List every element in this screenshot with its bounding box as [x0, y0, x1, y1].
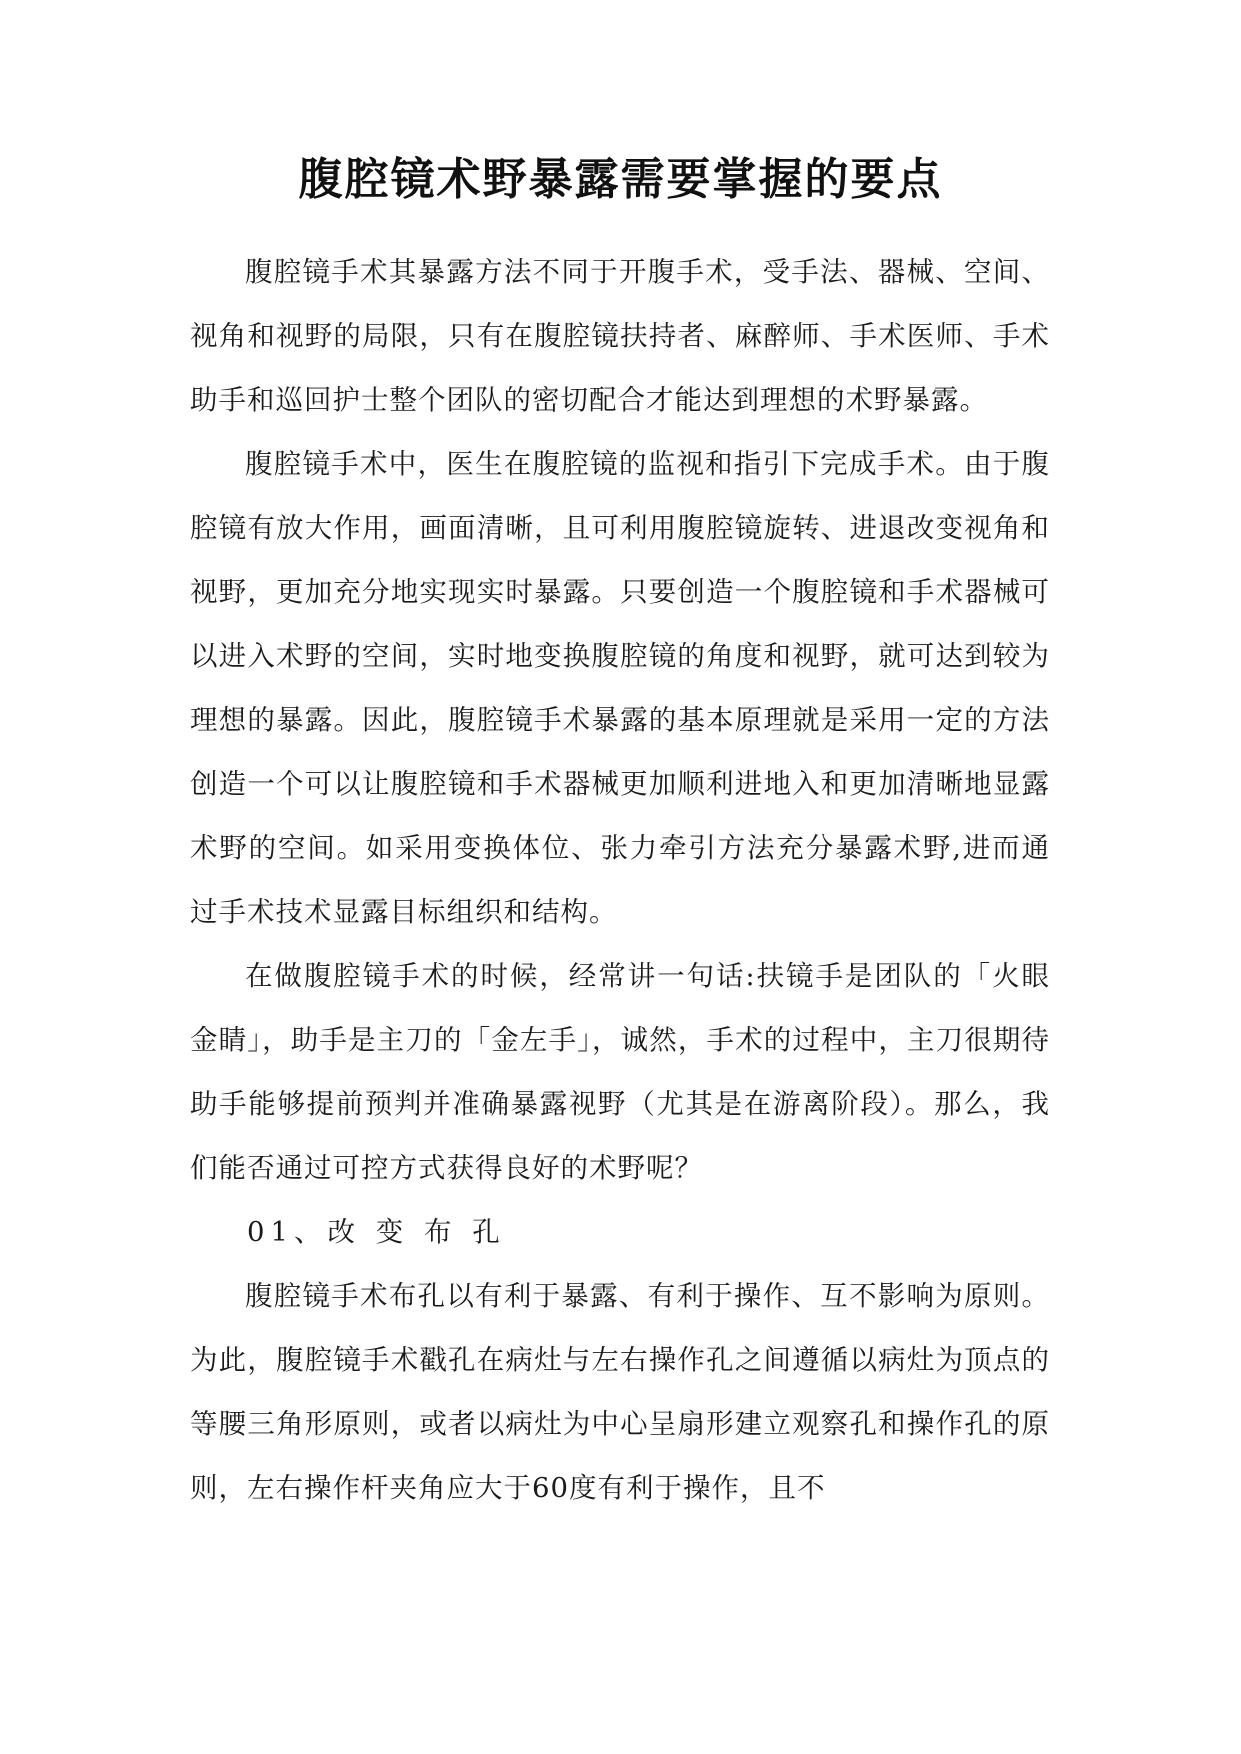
paragraph-principle: 腹腔镜手术中，医生在腹腔镜的监视和指引下完成手术。由于腹腔镜有放大作用，画面清晰，且可利用腹腔镜旋转、进退改变视角和视野，更加充分地实现实时暴露。只要创造一个腹腔镜和手术器械可以进入术野的空间，实时地变换腹腔镜的角度和视野，就可达到较为理想的暴露。因此，腹腔镜手术暴露的基本原理就是采用一定的方法创造一个可以让腹腔镜和手术器械更加顺利进地入和更加清晰地显露术野的空间。如采用变换体位、张力牵引方法充分暴露术野,进而通过手术技术显露目标组织和结构。: [190, 448, 1050, 928]
paragraph-port-placement: 腹腔镜手术布孔以有利于暴露、有利于操作、互不影响为原则。为此，腹腔镜手术戳孔在病灶与左右操作孔之间遵循以病灶为顶点的等腰三角形原则，或者以病灶为中心呈扇形建立观察孔和操作孔的原则，左右操作杆夹角应大于60度有利于操作，且不: [190, 1280, 1050, 1504]
paragraph-teamwork: 在做腹腔镜手术的时候，经常讲一句话:扶镜手是团队的「火眼金睛」，助手是主刀的「金左手」，诚然，手术的过程中，主刀很期待助手能够提前预判并准确暴露视野（尤其是在游离阶段）。那么，我们能否通过可控方式获得良好的术野呢？: [190, 960, 1050, 1184]
document-body: [190, 240, 1050, 1520]
section-heading: 01、改 变 布 孔: [247, 1216, 506, 1248]
paragraph-intro: 腹腔镜手术其暴露方法不同于开腹手术，受手法、器械、空间、视角和视野的局限，只有在腹腔镜扶持者、麻醉师、手术医师、手术助手和巡回护士整个团队的密切配合才能达到理想的术野暴露。: [190, 256, 1050, 416]
document-title: 腹腔镜术野暴露需要掌握的要点: [298, 154, 943, 205]
